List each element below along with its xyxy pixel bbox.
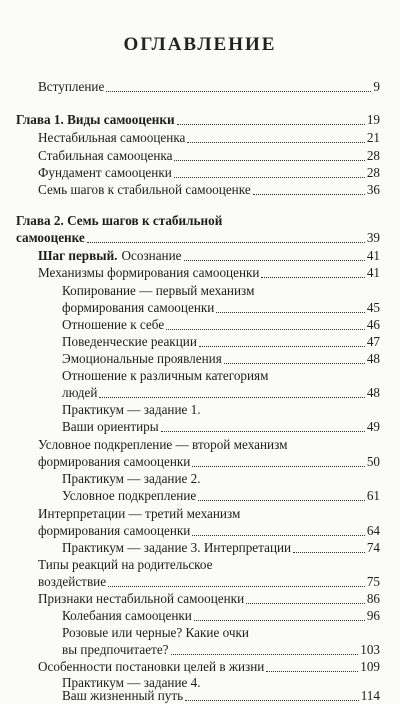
toc-chapter[interactable] [16, 229, 380, 246]
page-title: ОГЛАВЛЕНИЕ [123, 34, 277, 55]
toc-page-number: 114 [360, 688, 380, 703]
toc-page-number: 19 [366, 112, 380, 127]
toc-leader [192, 465, 364, 467]
toc-entry[interactable] [62, 487, 380, 504]
toc-entry-label: формирования самооценки [38, 454, 191, 469]
toc-leader [106, 90, 371, 92]
toc-entry-label: формирования самооценки [38, 523, 191, 538]
toc-leader [184, 259, 365, 261]
toc-entry-line1: Типы реакций на родительское [38, 557, 213, 572]
toc-step-label: Шаг первый. [38, 248, 118, 263]
toc-leader [177, 123, 365, 125]
toc-entry[interactable] [38, 264, 380, 281]
toc-entry-line1: Отношение к различным категориям [62, 368, 269, 383]
toc-entry[interactable] [62, 641, 380, 658]
toc-entry-label: Стабильная самооценка [38, 148, 173, 163]
toc-leader [224, 362, 365, 364]
toc-entry-label: Глава 1. Виды самооценки [16, 112, 175, 127]
toc-leader [108, 585, 365, 587]
toc-page-number: 47 [366, 334, 380, 349]
toc-leader [87, 241, 365, 243]
toc-entry[interactable] [62, 418, 380, 435]
toc-leader [99, 396, 364, 398]
toc-chapter[interactable] [16, 111, 380, 128]
toc-entry-label: формирования самооценки [62, 300, 215, 315]
toc-page-number: 41 [366, 265, 380, 280]
toc-page-number: 50 [366, 454, 380, 469]
toc-entry-label: Механизмы формирования самооценки [38, 265, 260, 280]
toc-entry-label: Фундамент самооценки [38, 165, 172, 180]
toc-page-number: 36 [366, 182, 380, 197]
toc-entry[interactable] [38, 658, 380, 675]
toc-leader [187, 141, 364, 143]
toc-entry[interactable] [62, 539, 380, 556]
toc-page-number: 75 [366, 574, 380, 589]
toc-entry-label: Осознание [121, 248, 182, 263]
toc-page-number: 46 [366, 317, 380, 332]
toc-entry[interactable] [38, 164, 380, 181]
toc-entry[interactable] [62, 350, 380, 367]
toc-entry-label: Семь шагов к стабильной самооценке [38, 182, 251, 197]
toc-leader [185, 699, 359, 701]
toc-entry-line1: Интерпретации — третий механизм [38, 506, 241, 521]
toc-entry-label: самооценке [16, 230, 85, 245]
toc-page-number: 49 [366, 419, 380, 434]
toc-entry-label: Ваши ориентиры [62, 419, 159, 434]
toc-entry[interactable] [38, 590, 380, 607]
toc-leader [261, 276, 364, 278]
toc-entry-label: Признаки нестабильной самооценки [38, 591, 245, 606]
toc-leader [161, 430, 365, 432]
toc-entry-label: Поведенческие реакции [62, 334, 197, 349]
toc-entry[interactable] [62, 316, 380, 333]
toc-page-number: 86 [366, 591, 380, 606]
toc-entry-label: Нестабильная самооценка [38, 130, 186, 145]
toc-page-number: 28 [366, 165, 380, 180]
toc-entry[interactable] [38, 573, 380, 590]
toc-leader [171, 653, 359, 655]
toc-leader [216, 311, 364, 313]
toc-entry-label: воздействие [38, 574, 107, 589]
toc-entry[interactable] [62, 384, 380, 401]
toc-page-number: 96 [366, 608, 380, 623]
toc-leader [192, 534, 364, 536]
toc-page-number: 28 [366, 148, 380, 163]
toc-entry[interactable] [38, 247, 380, 264]
toc-entry-label: Отношение к себе [62, 317, 165, 332]
toc-entry-line1: Практикум — задание 1. [62, 402, 201, 417]
toc-entry-line1: Копирование — первый механизм [62, 283, 255, 298]
toc-page-number: 48 [366, 385, 380, 400]
toc-page-number: 109 [360, 659, 380, 674]
toc-entry[interactable] [38, 453, 380, 470]
toc-leader [246, 602, 365, 604]
toc-page-number: 41 [366, 248, 380, 263]
toc-entry-label: Практикум — задание 3. Интерпретации [62, 540, 292, 555]
toc-leader [194, 619, 365, 621]
toc-entry[interactable] [38, 522, 380, 539]
toc-entry[interactable] [38, 129, 380, 146]
toc-entry-label: вы предпочитаете? [62, 642, 169, 657]
toc-entry-label: Ваш жизненный путь [62, 688, 184, 703]
toc-chapter-line1: Глава 2. Семь шагов к стабильной [16, 213, 223, 228]
toc-entry[interactable] [62, 687, 380, 704]
toc-entry[interactable] [62, 299, 380, 316]
toc-page-number: 74 [366, 540, 380, 555]
toc-leader [293, 551, 365, 553]
toc-page-number: 103 [360, 642, 380, 657]
toc-entry-label: Эмоциональные проявления [62, 351, 222, 366]
toc-leader [253, 193, 365, 195]
toc-page-number: 64 [366, 523, 380, 538]
toc-entry-line1: Розовые или черные? Какие очки [62, 625, 249, 640]
toc-leader [198, 499, 365, 501]
toc-leader [266, 670, 358, 672]
toc-entry-label: Колебания самооценки [62, 608, 192, 623]
toc-entry-line1: Условное подкрепление — второй механизм [38, 437, 288, 452]
toc-page-number: 21 [366, 130, 380, 145]
toc-leader [166, 328, 365, 330]
toc-entry-label: Условное подкрепление [62, 488, 197, 503]
toc-page-number: 45 [366, 300, 380, 315]
toc-leader [174, 176, 365, 178]
toc-entry-line1: Практикум — задание 4. [62, 675, 201, 690]
toc-entry[interactable] [62, 333, 380, 350]
toc-page-number: 39 [366, 230, 380, 245]
toc-entry-label: людей [62, 385, 98, 400]
toc-page-number: 48 [366, 351, 380, 366]
toc-leader [174, 159, 364, 161]
toc-entry-line1: Практикум — задание 2. [62, 471, 201, 486]
toc-page-number: 61 [366, 488, 380, 503]
toc-entry[interactable] [38, 147, 380, 164]
toc-entry[interactable] [62, 607, 380, 624]
toc-leader [199, 345, 365, 347]
toc-page-number: 9 [373, 79, 380, 94]
toc-entry[interactable] [38, 78, 380, 95]
toc-entry-label: Вступление [38, 79, 105, 94]
toc-entry[interactable] [38, 181, 380, 198]
toc-entry-label: Особенности постановки целей в жизни [38, 659, 265, 674]
